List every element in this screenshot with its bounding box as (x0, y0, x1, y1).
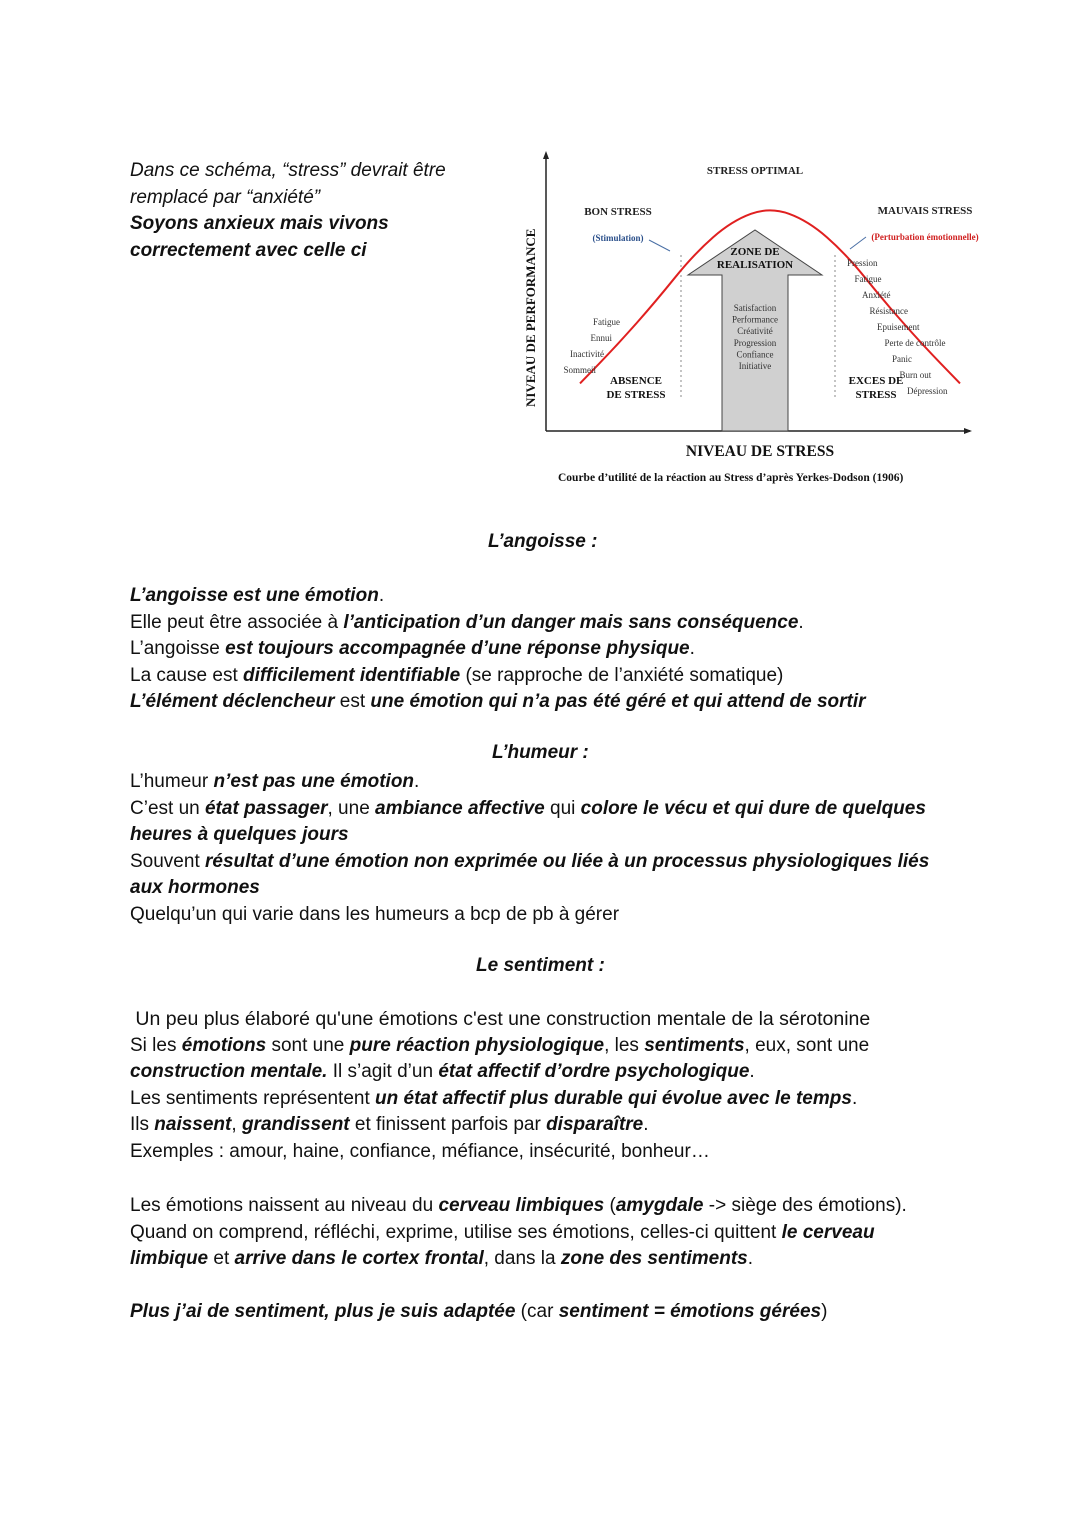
left-word-3: Sommeil (563, 365, 596, 375)
sentiment-heading: Le sentiment : (476, 955, 605, 976)
humeur-line-4: Souvent résultat d’une émotion non exprimée ou liée à un processus physiologiques liés (130, 850, 930, 872)
left-word-list (563, 317, 620, 375)
middle-word-4: Confiance (736, 349, 774, 360)
y-axis-arrow (543, 151, 549, 159)
label-absence-2: DE STRESS (606, 389, 666, 401)
label-perturbation: (Perturbation émotionnelle) (871, 232, 979, 242)
conclusion-line: Plus j’ai de sentiment, plus je suis adaptée (car sentiment = émotions gérées) (130, 1301, 828, 1322)
right-word-2: Anxiété (862, 290, 891, 300)
label-absence-1: ABSENCE (610, 375, 662, 387)
intro-line-2: remplacé par “anxiété” (130, 186, 321, 208)
humeur-heading: L’humeur : (492, 742, 589, 763)
left-word-1: Ennui (590, 333, 612, 343)
label-stimulation: (Stimulation) (592, 233, 644, 243)
sentiment-line-4: Les sentiments représentent un état affectif plus durable qui évolue avec le temps. (130, 1087, 858, 1109)
cerveau-line-1: Les émotions naissent au niveau du cerveau limbiques (amygdale -> siège des émotions). (130, 1195, 907, 1216)
intro-line-4: correctement avec celle ci (130, 239, 367, 261)
angoisse-section (130, 583, 950, 716)
humeur-section (130, 769, 950, 928)
middle-word-1: Performance (732, 314, 778, 325)
right-word-8: Dépression (907, 386, 948, 396)
middle-word-5: Initiative (738, 361, 772, 371)
right-word-1: Fatigue (854, 274, 882, 284)
angoisse-line-3: L’angoisse est toujours accompagnée d’une réponse physique. (130, 638, 695, 659)
right-word-3: Résistance (869, 306, 908, 316)
sentiment-section (130, 1006, 950, 1165)
humeur-line-1: L’humeur n’est pas une émotion. (130, 771, 420, 792)
conclusion (130, 1299, 950, 1326)
yerkes-dodson-chart (510, 145, 1000, 495)
right-word-7: Burn out (899, 370, 932, 380)
angoisse-line-2: Elle peut être associée à l’anticipation d’un danger mais sans conséquence. (130, 611, 804, 633)
y-axis-label: NIVEAU DE PERFORMANCE (523, 228, 538, 407)
right-word-4: Epuisement (877, 322, 920, 332)
stimulation-pointer (649, 240, 670, 251)
angoisse-line-5: L’élément déclencheur est une émotion qui n’a pas été géré et qui attend de sortir (130, 691, 866, 712)
sentiment-line-5: Ils naissent, grandissent et finissent parfois par disparaître. (130, 1114, 649, 1135)
left-word-0: Fatigue (593, 317, 620, 327)
angoisse-heading: L’angoisse : (488, 531, 598, 552)
middle-word-2: Créativité (737, 326, 773, 337)
label-mauvais-stress: MAUVAIS STRESS (877, 205, 973, 217)
label-exces-1: EXCES DE (848, 375, 904, 387)
middle-word-0: Satisfaction (733, 303, 777, 313)
sentiment-line-2: Si les émotions sont une pure réaction physiologique, les sentiments, eux, sont une (130, 1034, 870, 1056)
cerveau-line-3: limbique et arrive dans le cortex frontal, dans la zone des sentiments. (130, 1248, 754, 1269)
angoisse-line-4: La cause est difficilement identifiable (se rapproche de l’anxiété somatique) (130, 664, 784, 686)
perturbation-pointer (850, 237, 866, 249)
x-axis-label: NIVEAU DE STRESS (685, 443, 835, 460)
sentiment-line-1: Un peu plus élaboré qu'une émotions c'est une construction mentale de la sérotonine (130, 1008, 871, 1030)
cerveau-line-2: Quand on comprend, réfléchi, exprime, utilise ses émotions, celles-ci quittent le cerveau (130, 1221, 875, 1243)
right-word-6: Panic (892, 354, 912, 364)
humeur-line-2: C’est un état passager, une ambiance affective qui colore le vécu et qui dure de quelques (130, 797, 926, 819)
humeur-line-6: Quelqu’un qui varie dans les humeurs a bcp de pb à gérer (130, 903, 620, 925)
sentiment-line-6: Exemples : amour, haine, confiance, méfiance, insécurité, bonheur… (130, 1140, 710, 1162)
humeur-line-5: aux hormones (130, 877, 260, 898)
right-word-5: Perte de contrôle (884, 338, 946, 348)
chart-caption: Courbe d’utilité de la réaction au Stress d’après Yerkes-Dodson (1906) (558, 472, 904, 484)
intro-line-3: Soyons anxieux mais vivons (130, 213, 389, 234)
humeur-line-3: heures à quelques jours (130, 824, 349, 845)
intro-note (130, 158, 490, 264)
sentiment-line-3: construction mentale. Il s’agit d’un état affectif d’ordre psychologique. (130, 1061, 755, 1082)
label-exces-2: STRESS (855, 389, 897, 401)
right-word-0: Pression (847, 258, 878, 268)
label-zone-1: ZONE DE (730, 246, 780, 258)
x-axis-arrow (964, 428, 972, 434)
middle-word-3: Progression (733, 337, 777, 348)
label-stress-optimal: STRESS OPTIMAL (706, 165, 804, 177)
angoisse-line-1: L’angoisse est une émotion. (130, 585, 385, 606)
cerveau-section (130, 1193, 950, 1273)
label-zone-2: REALISATION (716, 259, 794, 271)
label-bon-stress: BON STRESS (584, 206, 652, 218)
intro-line-1: Dans ce schéma, “stress” devrait être (130, 160, 446, 181)
left-word-2: Inactivité (570, 349, 604, 359)
